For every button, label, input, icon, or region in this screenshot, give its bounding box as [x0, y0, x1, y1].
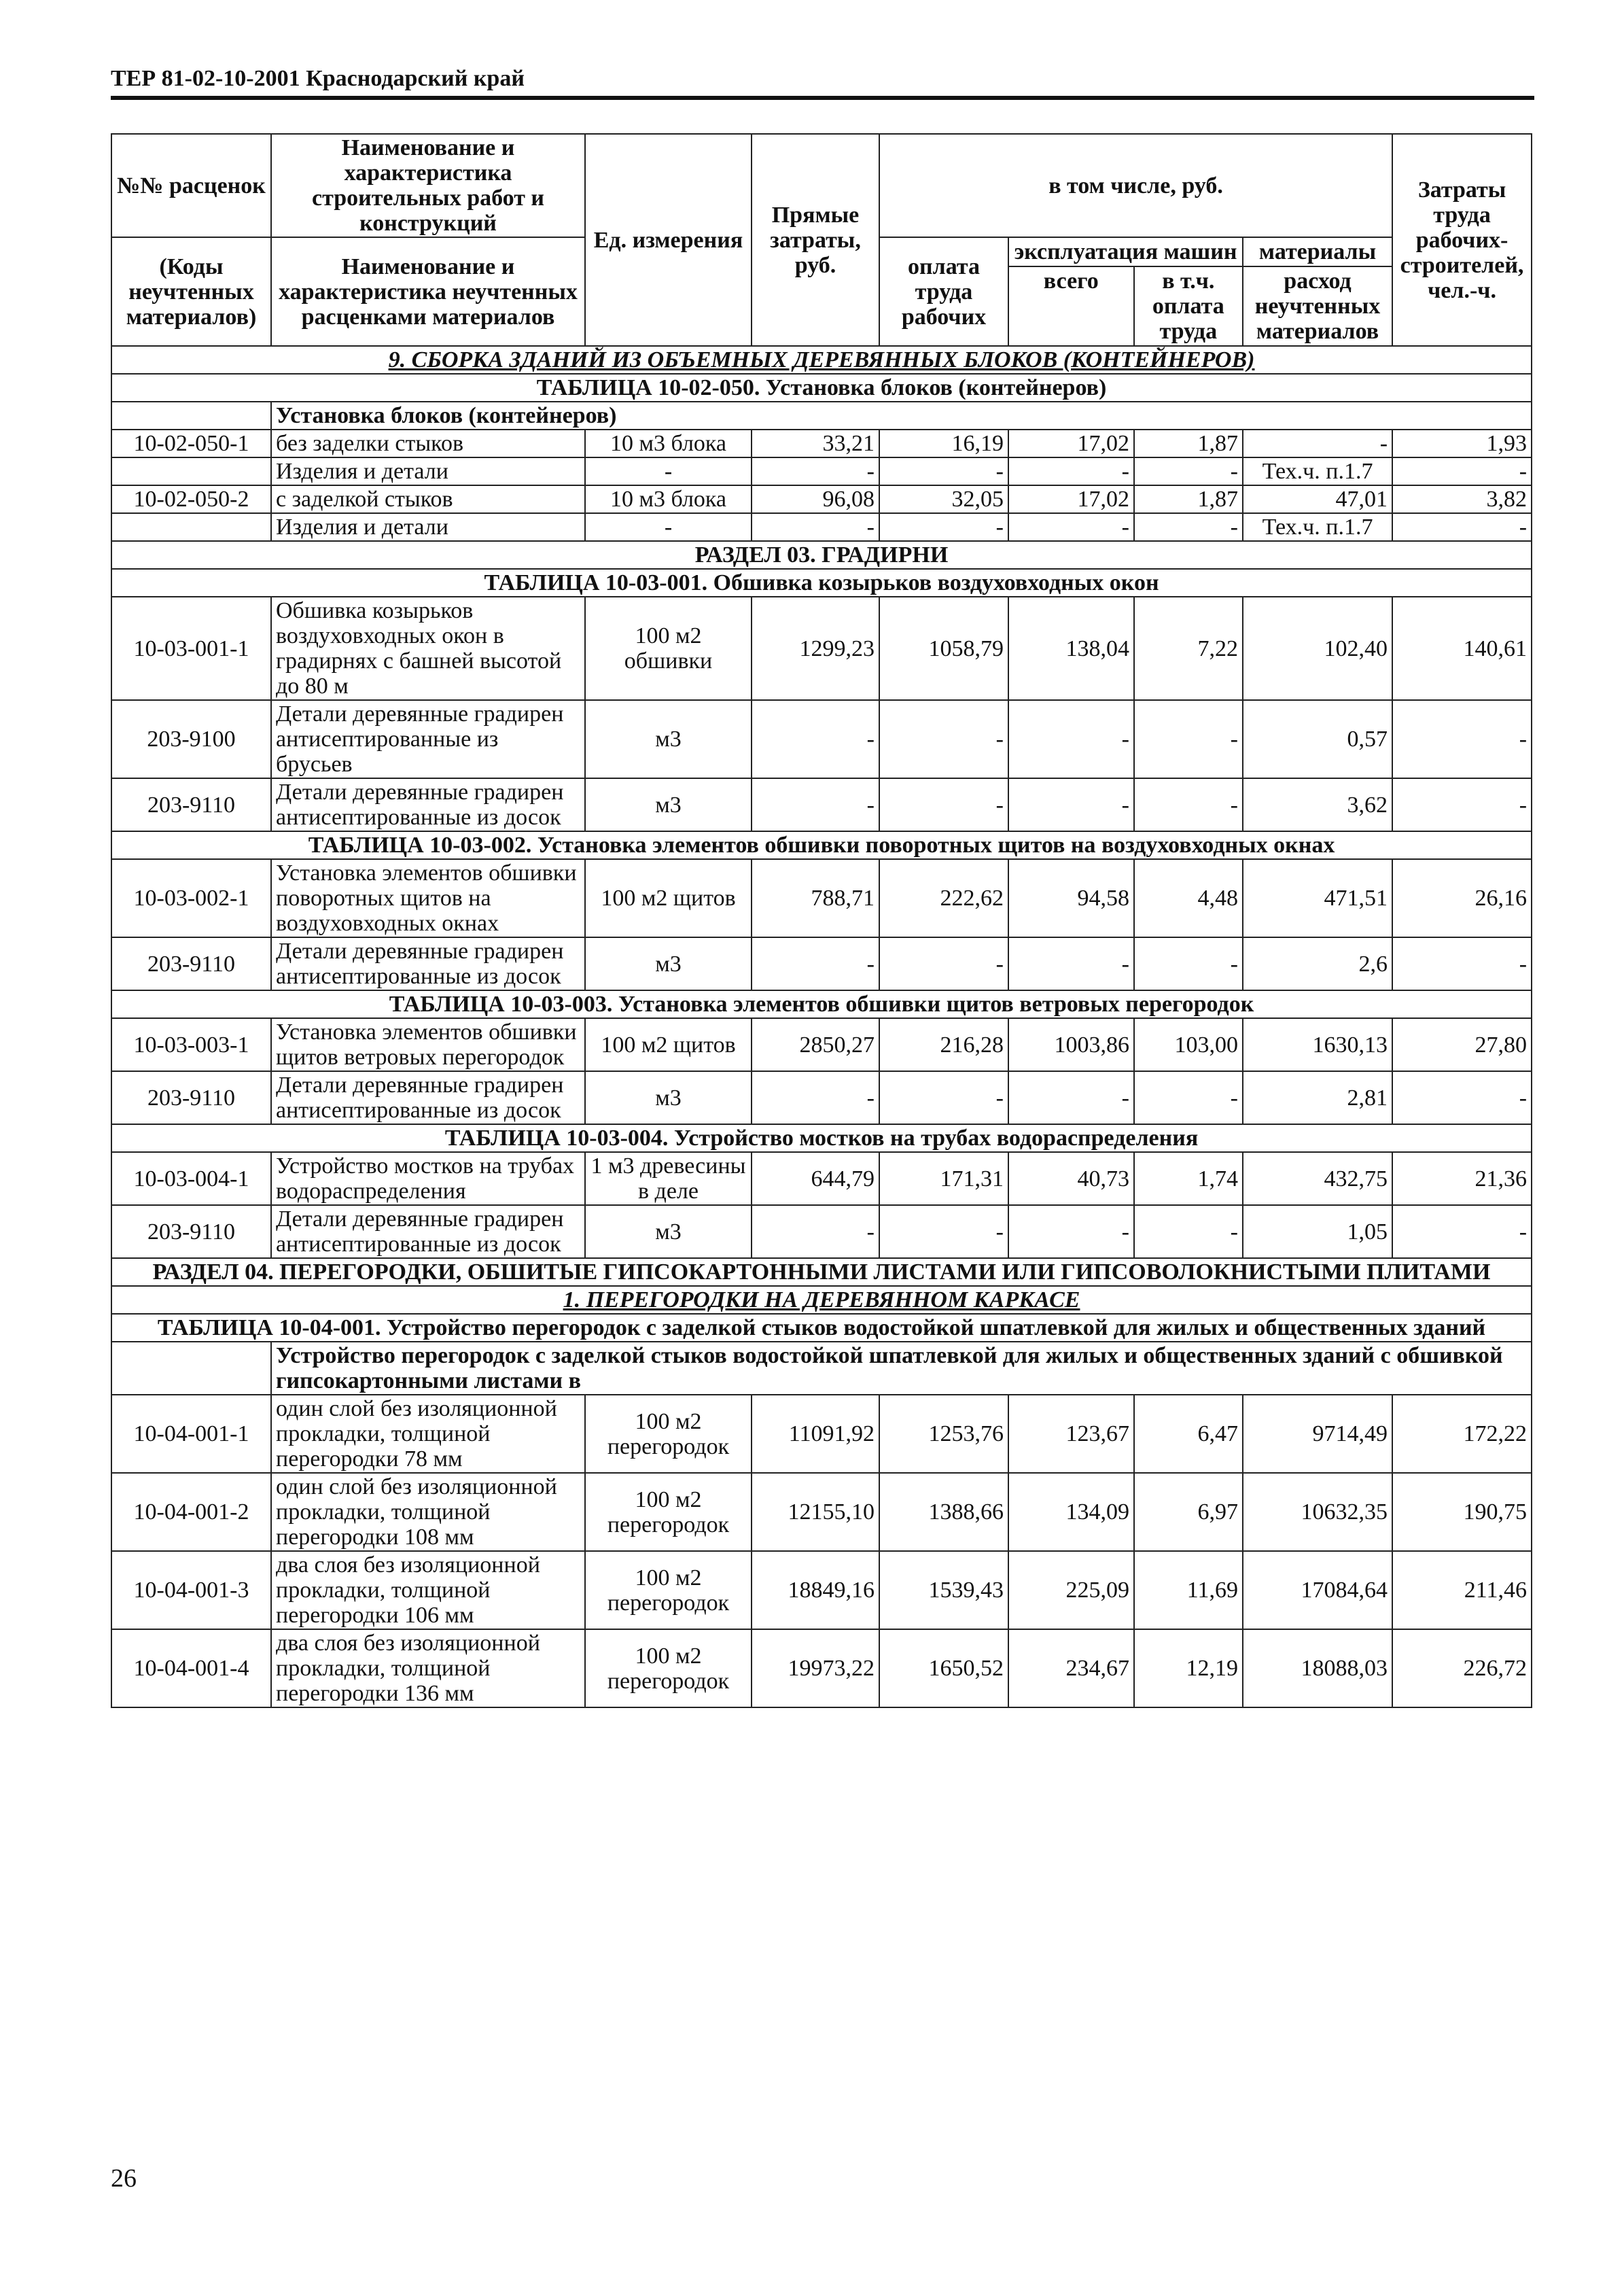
table-row — [111, 778, 1532, 831]
machine-labor-pay-cell: 1,87 — [1134, 485, 1243, 513]
labor-pay-cell: 1650,52 — [879, 1629, 1008, 1707]
work-name-cell: Детали деревянные градирен антисептированные из досок — [271, 1071, 585, 1124]
machine-labor-pay-cell: 1,74 — [1134, 1152, 1243, 1205]
rate-code-cell: 10-03-002-1 — [111, 859, 271, 937]
materials-cell: 47,01 — [1243, 485, 1392, 513]
table-row — [111, 430, 1532, 457]
work-name-cell: Изделия и детали — [271, 513, 585, 541]
labor-hours-cell: - — [1392, 1071, 1532, 1124]
work-name-cell: Детали деревянные градирен антисептированные из досок — [271, 778, 585, 831]
section-03-title: РАЗДЕЛ 03. ГРАДИРНИ — [111, 541, 1532, 569]
machine-cost-cell: 17,02 — [1008, 485, 1134, 513]
table-10-04-001-title: ТАБЛИЦА 10-04-001. Устройство перегородок с заделкой стыков водостойкой шпатлевкой для жилых и общественных зданий — [111, 1314, 1532, 1342]
rate-code-cell: 10-02-050-1 — [111, 430, 271, 457]
machine-cost-cell: 94,58 — [1008, 859, 1134, 937]
direct-cost-cell: - — [752, 1205, 879, 1258]
table-row — [111, 1551, 1532, 1629]
labor-pay-cell: 171,31 — [879, 1152, 1008, 1205]
col-labor-header: Затраты труда рабочих-строителей, чел.-ч. — [1392, 134, 1532, 346]
unit-cell: 100 м2 перегородок — [585, 1551, 752, 1629]
machine-cost-cell: 123,67 — [1008, 1395, 1134, 1473]
materials-cell: 1630,13 — [1243, 1018, 1392, 1071]
machine-cost-cell: - — [1008, 1205, 1134, 1258]
labor-hours-cell: 3,82 — [1392, 485, 1532, 513]
col-mat-header — [1243, 237, 1392, 346]
machine-cost-cell: - — [1008, 1071, 1134, 1124]
unit-cell: 100 м2 щитов — [585, 859, 752, 937]
direct-cost-cell: - — [752, 700, 879, 778]
direct-cost-cell: - — [752, 513, 879, 541]
machine-cost-cell: - — [1008, 937, 1134, 990]
work-name-cell: Устройство мостков на трубах водораспределения — [271, 1152, 585, 1205]
col-mat-top-header: материалы — [1243, 238, 1392, 267]
machine-cost-cell: 1003,86 — [1008, 1018, 1134, 1071]
col-unit-header: Ед. измерения — [585, 134, 752, 346]
table-row — [111, 1018, 1532, 1071]
labor-hours-cell: 211,46 — [1392, 1551, 1532, 1629]
materials-cell: 9714,49 — [1243, 1395, 1392, 1473]
machine-cost-cell: - — [1008, 778, 1134, 831]
labor-pay-cell: - — [879, 937, 1008, 990]
unit-cell: 1 м3 древесины в деле — [585, 1152, 752, 1205]
work-name-cell: Детали деревянные градирен антисептированные из досок — [271, 1205, 585, 1258]
unit-cell: м3 — [585, 1205, 752, 1258]
materials-cell: 432,75 — [1243, 1152, 1392, 1205]
direct-cost-cell: - — [752, 937, 879, 990]
machine-cost-cell: 17,02 — [1008, 430, 1134, 457]
machine-labor-pay-cell: 4,48 — [1134, 859, 1243, 937]
materials-cell: 2,81 — [1243, 1071, 1392, 1124]
work-name-cell: два слоя без изоляционной прокладки, толщиной перегородки 106 мм — [271, 1551, 585, 1629]
work-name-cell: с заделкой стыков — [271, 485, 585, 513]
materials-cell: Тех.ч. п.1.7 — [1243, 513, 1392, 541]
work-name-cell: один слой без изоляционной прокладки, толщиной перегородки 78 мм — [271, 1395, 585, 1473]
machine-cost-cell: 134,09 — [1008, 1473, 1134, 1551]
direct-cost-cell: 18849,16 — [752, 1551, 879, 1629]
labor-hours-cell: 226,72 — [1392, 1629, 1532, 1707]
materials-cell: 2,6 — [1243, 937, 1392, 990]
machine-labor-pay-cell: 6,97 — [1134, 1473, 1243, 1551]
labor-pay-cell: - — [879, 1071, 1008, 1124]
unit-cell: 100 м2 перегородок — [585, 1395, 752, 1473]
direct-cost-cell: 96,08 — [752, 485, 879, 513]
labor-hours-cell: - — [1392, 513, 1532, 541]
table-10-03-003-title: ТАБЛИЦА 10-03-003. Установка элементов обшивки щитов ветровых перегородок — [111, 990, 1532, 1018]
machine-labor-pay-cell: - — [1134, 457, 1243, 485]
labor-hours-cell: - — [1392, 700, 1532, 778]
direct-cost-cell: 19973,22 — [752, 1629, 879, 1707]
machine-labor-pay-cell: - — [1134, 937, 1243, 990]
labor-pay-cell: 1539,43 — [879, 1551, 1008, 1629]
machine-cost-cell: 138,04 — [1008, 597, 1134, 700]
rate-code-cell: 10-03-001-1 — [111, 597, 271, 700]
unit-cell: 100 м2 обшивки — [585, 597, 752, 700]
direct-cost-cell: 788,71 — [752, 859, 879, 937]
rate-code-cell: 10-03-004-1 — [111, 1152, 271, 1205]
work-name-cell: один слой без изоляционной прокладки, толщиной перегородки 108 мм — [271, 1473, 585, 1551]
rate-code-cell — [111, 457, 271, 485]
col-mach-header — [1008, 237, 1243, 346]
labor-pay-cell: 1058,79 — [879, 597, 1008, 700]
direct-cost-cell: 12155,10 — [752, 1473, 879, 1551]
unit-cell: 10 м3 блока — [585, 430, 752, 457]
materials-cell: 18088,03 — [1243, 1629, 1392, 1707]
work-name-cell: без заделки стыков — [271, 430, 585, 457]
materials-cell: 0,57 — [1243, 700, 1392, 778]
machine-labor-pay-cell: - — [1134, 778, 1243, 831]
direct-cost-cell: 644,79 — [752, 1152, 879, 1205]
machine-cost-cell: - — [1008, 700, 1134, 778]
labor-pay-cell: - — [879, 778, 1008, 831]
table-row — [111, 1071, 1532, 1124]
machine-labor-pay-cell: 12,19 — [1134, 1629, 1243, 1707]
labor-hours-cell: - — [1392, 778, 1532, 831]
work-name-cell: Изделия и детали — [271, 457, 585, 485]
unit-cell: 10 м3 блока — [585, 485, 752, 513]
table-row — [111, 513, 1532, 541]
machine-cost-cell: 225,09 — [1008, 1551, 1134, 1629]
labor-hours-cell: 140,61 — [1392, 597, 1532, 700]
work-name-cell: Детали деревянные градирен антисептированные из досок — [271, 937, 585, 990]
table-row — [111, 1473, 1532, 1551]
unit-cell: м3 — [585, 937, 752, 990]
col-code-header: №№ расценок — [111, 134, 271, 237]
labor-pay-cell: 222,62 — [879, 859, 1008, 937]
labor-hours-cell: 26,16 — [1392, 859, 1532, 937]
col-mach-pay-header: в т.ч. оплата труда — [1152, 268, 1224, 344]
machine-cost-cell: - — [1008, 457, 1134, 485]
unit-cell: 100 м2 перегородок — [585, 1629, 752, 1707]
rate-code-cell: 203-9110 — [111, 1071, 271, 1124]
labor-hours-cell: 27,80 — [1392, 1018, 1532, 1071]
rate-code-cell: 10-04-001-1 — [111, 1395, 271, 1473]
rate-code-cell: 203-9110 — [111, 1205, 271, 1258]
table-10-02-050-title: ТАБЛИЦА 10-02-050. Установка блоков (контейнеров) — [111, 374, 1532, 402]
col-name-header: Наименование и характеристика строительных работ и конструкций — [271, 134, 585, 237]
machine-labor-pay-cell: 1,87 — [1134, 430, 1243, 457]
machine-labor-pay-cell: - — [1134, 700, 1243, 778]
rate-code-cell: 10-03-003-1 — [111, 1018, 271, 1071]
labor-hours-cell: - — [1392, 457, 1532, 485]
labor-pay-cell: - — [879, 700, 1008, 778]
page-number: 26 — [111, 2164, 137, 2193]
section-04-title: РАЗДЕЛ 04. ПЕРЕГОРОДКИ, ОБШИТЫЕ ГИПСОКАРТОННЫМИ ЛИСТАМИ ИЛИ ГИПСОВОЛОКНИСТЫМИ ПЛИТАМИ — [111, 1258, 1532, 1286]
table-10-03-001-title: ТАБЛИЦА 10-03-001. Обшивка козырьков воздуховходных окон — [111, 569, 1532, 597]
unit-cell: 100 м2 щитов — [585, 1018, 752, 1071]
labor-hours-cell: 21,36 — [1392, 1152, 1532, 1205]
machine-cost-cell: - — [1008, 513, 1134, 541]
group-title: Устройство перегородок с заделкой стыков водостойкой шпатлевкой для жилых и общественных зданий с обшивкой гипсокартонными листами в — [271, 1342, 1532, 1395]
labor-hours-cell: 190,75 — [1392, 1473, 1532, 1551]
materials-cell: 102,40 — [1243, 597, 1392, 700]
section-04-subtitle: 1. ПЕРЕГОРОДКИ НА ДЕРЕВЯННОМ КАРКАСЕ — [111, 1286, 1532, 1314]
col-incl-header: в том числе, руб. — [879, 134, 1392, 237]
labor-pay-cell: 16,19 — [879, 430, 1008, 457]
materials-cell: 10632,35 — [1243, 1473, 1392, 1551]
direct-cost-cell: - — [752, 778, 879, 831]
labor-pay-cell: 1388,66 — [879, 1473, 1008, 1551]
table-row — [111, 859, 1532, 937]
header-row-1 — [111, 134, 1532, 237]
materials-cell: - — [1243, 430, 1392, 457]
col-pay-header: оплата труда рабочих — [879, 237, 1008, 346]
unit-cell: - — [585, 513, 752, 541]
machine-labor-pay-cell: - — [1134, 513, 1243, 541]
work-name-cell: Установка элементов обшивки щитов ветровых перегородок — [271, 1018, 585, 1071]
unit-cell: 100 м2 перегородок — [585, 1473, 752, 1551]
labor-hours-cell: 1,93 — [1392, 430, 1532, 457]
rate-code-cell: 10-04-001-4 — [111, 1629, 271, 1707]
labor-hours-cell: 172,22 — [1392, 1395, 1532, 1473]
col-name2-header: Наименование и характеристика неучтенных расценками материалов — [271, 237, 585, 346]
direct-cost-cell: 33,21 — [752, 430, 879, 457]
machine-labor-pay-cell: - — [1134, 1071, 1243, 1124]
labor-hours-cell: - — [1392, 1205, 1532, 1258]
table-row — [111, 485, 1532, 513]
unit-cell: м3 — [585, 1071, 752, 1124]
direct-cost-cell: 11091,92 — [752, 1395, 879, 1473]
table-row — [111, 1629, 1532, 1707]
col-mach-total-header: всего — [1009, 267, 1135, 345]
rate-code-cell: 203-9110 — [111, 937, 271, 990]
labor-pay-cell: 216,28 — [879, 1018, 1008, 1071]
materials-cell: 471,51 — [1243, 859, 1392, 937]
rate-code-cell: 10-04-001-3 — [111, 1551, 271, 1629]
labor-pay-cell: 1253,76 — [879, 1395, 1008, 1473]
machine-cost-cell: 234,67 — [1008, 1629, 1134, 1707]
work-name-cell: Детали деревянные градирен антисептированные из брусьев — [271, 700, 585, 778]
unit-cell: м3 — [585, 700, 752, 778]
rates-table — [111, 133, 1532, 1708]
machine-labor-pay-cell: 6,47 — [1134, 1395, 1243, 1473]
work-name-cell: два слоя без изоляционной прокладки, толщиной перегородки 136 мм — [271, 1629, 585, 1707]
section-9-title: 9. СБОРКА ЗДАНИЙ ИЗ ОБЪЕМНЫХ ДЕРЕВЯННЫХ БЛОКОВ (КОНТЕЙНЕРОВ) — [111, 346, 1532, 374]
rate-code-cell: 203-9100 — [111, 700, 271, 778]
direct-cost-cell: 1299,23 — [752, 597, 879, 700]
document-header: ТЕР 81-02-10-2001 Краснодарский край — [111, 66, 525, 91]
materials-cell: 1,05 — [1243, 1205, 1392, 1258]
col-code2-header: (Коды неучтенных материалов) — [111, 237, 271, 346]
table-row — [111, 1205, 1532, 1258]
direct-cost-cell: - — [752, 457, 879, 485]
table-row — [111, 597, 1532, 700]
header-rule — [111, 96, 1534, 100]
table-10-03-004-title: ТАБЛИЦА 10-03-004. Устройство мостков на трубах водораспределения — [111, 1124, 1532, 1152]
materials-cell: Тех.ч. п.1.7 — [1243, 457, 1392, 485]
table-row — [111, 700, 1532, 778]
unit-cell: - — [585, 457, 752, 485]
work-name-cell: Обшивка козырьков воздуховходных окон в градирнях с башней высотой до 80 м — [271, 597, 585, 700]
materials-cell: 17084,64 — [1243, 1551, 1392, 1629]
table-row — [111, 1395, 1532, 1473]
materials-cell: 3,62 — [1243, 778, 1392, 831]
rate-code-cell: 10-02-050-2 — [111, 485, 271, 513]
group-title: Установка блоков (контейнеров) — [271, 402, 1532, 430]
table-row — [111, 937, 1532, 990]
table-row — [111, 457, 1532, 485]
machine-cost-cell: 40,73 — [1008, 1152, 1134, 1205]
direct-cost-cell: 2850,27 — [752, 1018, 879, 1071]
labor-pay-cell: - — [879, 457, 1008, 485]
labor-pay-cell: - — [879, 513, 1008, 541]
table-row — [111, 1152, 1532, 1205]
labor-pay-cell: 32,05 — [879, 485, 1008, 513]
rate-code-cell — [111, 513, 271, 541]
col-mach-all-header: эксплуатация машин — [1009, 238, 1242, 267]
col-mat2-header: расход неучтенных материалов — [1254, 268, 1381, 344]
machine-labor-pay-cell: 11,69 — [1134, 1551, 1243, 1629]
table-10-03-002-title: ТАБЛИЦА 10-03-002. Установка элементов обшивки поворотных щитов на воздуховходных окнах — [111, 831, 1532, 859]
direct-cost-cell: - — [752, 1071, 879, 1124]
rate-code-cell: 10-04-001-2 — [111, 1473, 271, 1551]
machine-labor-pay-cell: - — [1134, 1205, 1243, 1258]
work-name-cell: Установка элементов обшивки поворотных щитов на воздуховходных окнах — [271, 859, 585, 937]
unit-cell: м3 — [585, 778, 752, 831]
machine-labor-pay-cell: 7,22 — [1134, 597, 1243, 700]
labor-pay-cell: - — [879, 1205, 1008, 1258]
labor-hours-cell: - — [1392, 937, 1532, 990]
machine-labor-pay-cell: 103,00 — [1134, 1018, 1243, 1071]
rate-code-cell: 203-9110 — [111, 778, 271, 831]
col-direct-header: Прямые затраты, руб. — [752, 134, 879, 346]
